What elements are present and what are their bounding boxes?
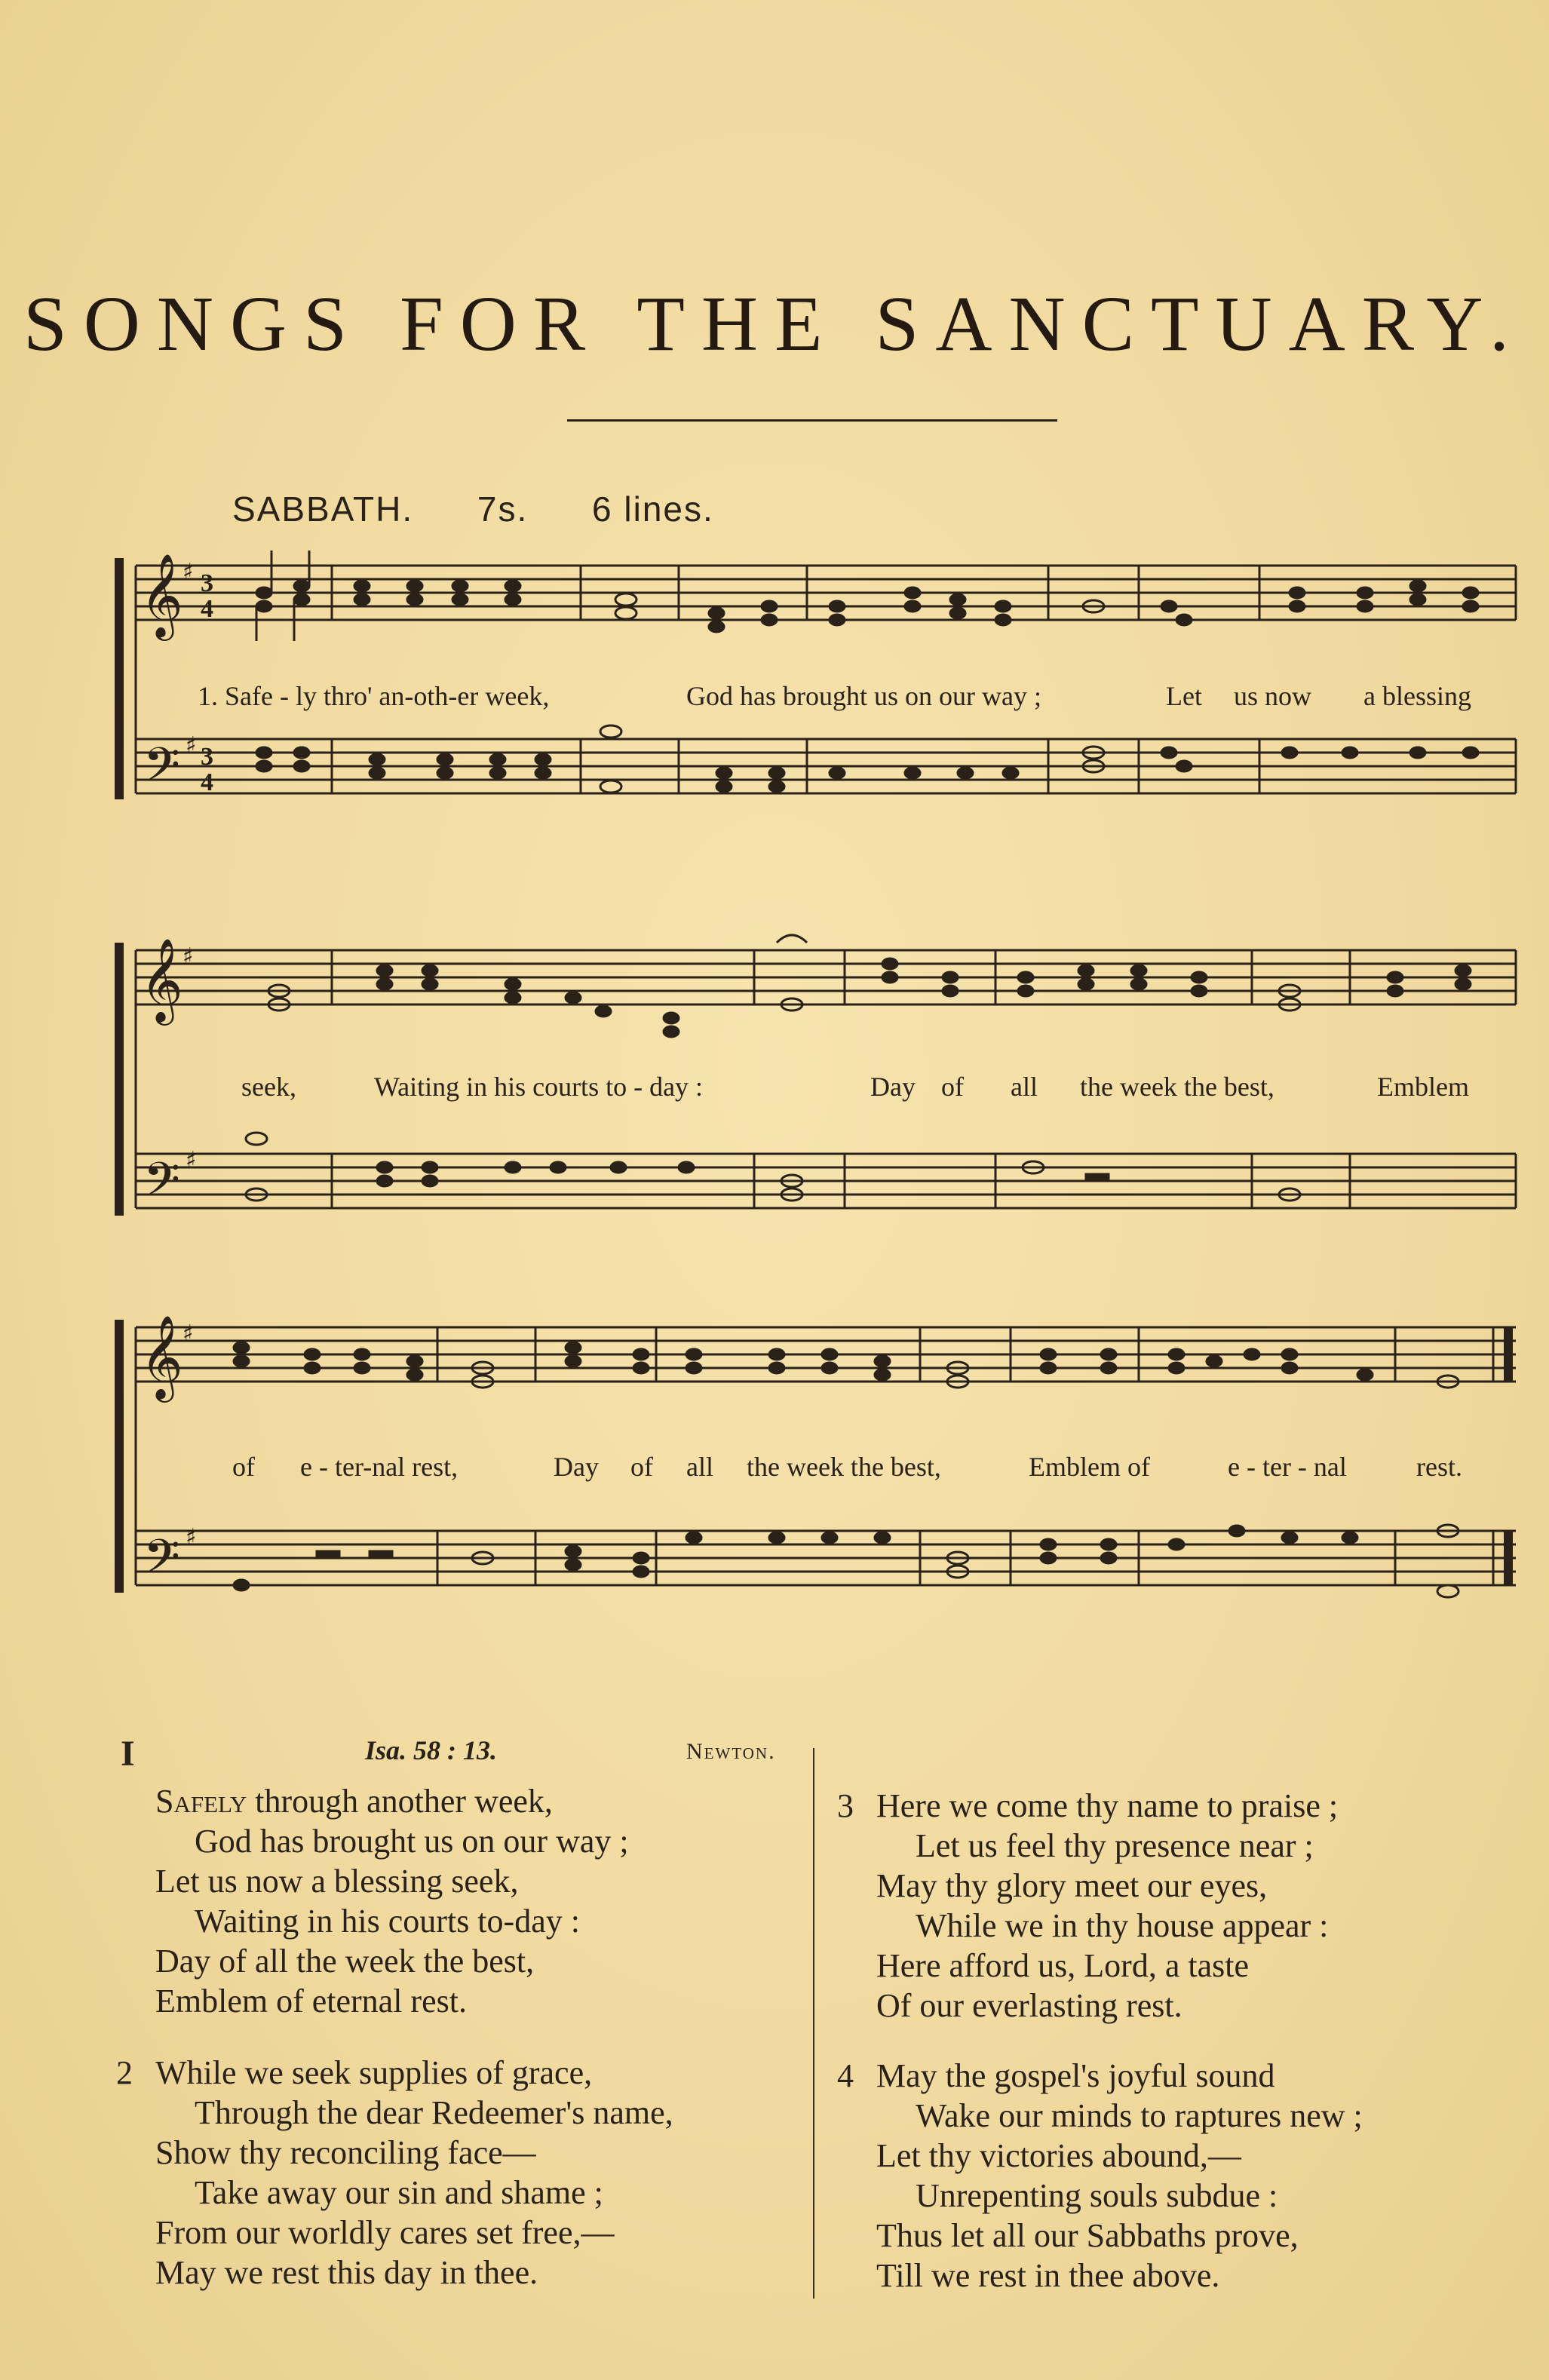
time-sig-bottom-1: 4 (201, 595, 213, 623)
lyric-2-f: the week the best, (1080, 1072, 1274, 1102)
hymn-author: Newton. (686, 1739, 776, 1764)
svg-text:𝄢: 𝄢 (143, 737, 180, 804)
lyric-1-b: God has brought us on our way ; (686, 681, 1041, 711)
lyric-3-g: Emblem of (1029, 1452, 1150, 1482)
time-sig-top-1: 3 (201, 569, 213, 597)
column-divider (813, 1748, 814, 2299)
lyric-1-d: us now (1234, 681, 1312, 711)
title-rule (567, 419, 1057, 422)
lyric-2-g: Emblem (1377, 1072, 1469, 1102)
stanza-number: 2 (116, 2054, 133, 2091)
lyric-1-a: 1. Safe - ly thro' an-oth-er week, (198, 681, 550, 711)
page-title: SONGS FOR THE SANCTUARY. (23, 281, 1526, 367)
stanza-line: Through the dear Redeemer's name, (195, 2094, 673, 2131)
stanza-line: Of our everlasting rest. (876, 1987, 1182, 2024)
tune-header (232, 489, 714, 529)
music-system-2 (113, 928, 1523, 1229)
hymn-number: I (121, 1734, 135, 1774)
stanza-line: Take away our sin and shame ; (195, 2174, 603, 2211)
tune-meter: 7s. (477, 489, 529, 529)
lyric-2-d: of (941, 1072, 964, 1102)
score-system-2 (113, 928, 1523, 1229)
tune-lines: 6 lines. (592, 489, 714, 529)
scripture-reference: Isa. 58 : 13. (365, 1735, 498, 1765)
lyric-1-e: a blessing (1363, 681, 1471, 711)
lyric-3-a: of (232, 1452, 255, 1482)
lyric-3-b: e - ter-nal rest, (300, 1452, 459, 1482)
stanza-line: Emblem of eternal rest. (155, 1983, 467, 2020)
stanza-line: Wake our minds to raptures new ; (916, 2097, 1363, 2134)
svg-text:𝄞: 𝄞 (140, 1314, 183, 1399)
drop-word: Safely (155, 1783, 247, 1820)
lyric-2-b: Waiting in his courts to - day : (374, 1072, 704, 1102)
svg-text:𝄢: 𝄢 (143, 1529, 180, 1596)
lyric-1-c: Let (1166, 681, 1202, 711)
stanza-number: 3 (837, 1787, 854, 1824)
stanza-line: Here afford us, Lord, a taste (876, 1947, 1249, 1984)
svg-text:♯: ♯ (183, 559, 194, 585)
lyric-3-h: e - ter - nal (1228, 1452, 1347, 1482)
lyric-3-i: rest. (1416, 1452, 1462, 1482)
stanza-line: May we rest this day in thee. (155, 2254, 538, 2291)
stanza-line: While we seek supplies of grace, (155, 2054, 593, 2091)
stanza-line: Till we rest in thee above. (876, 2257, 1220, 2294)
stanza-line: God has brought us on our way ; (195, 1823, 629, 1860)
stanza-line: May thy glory meet our eyes, (876, 1867, 1268, 1904)
lyric-3-d: of (630, 1452, 653, 1482)
svg-text:♯: ♯ (183, 943, 194, 970)
stanza-1 (155, 1781, 629, 2021)
stanza-line: Show thy reconciling face— (155, 2134, 536, 2171)
svg-text:𝄞: 𝄞 (140, 937, 183, 1022)
svg-text:♯: ♯ (186, 732, 197, 759)
lyric-3-f: the week the best, (747, 1452, 941, 1482)
lyric-3-e: all (686, 1452, 713, 1482)
stanza-number: 4 (837, 2057, 854, 2094)
stanza-line: Unrepenting souls subdue : (916, 2177, 1278, 2214)
lyric-3-c: Day (554, 1452, 599, 1482)
lyric-2-e: all (1011, 1072, 1038, 1102)
stanza-line: Waiting in his courts to-day : (195, 1903, 580, 1940)
stanza-line: While we in thy house appear : (916, 1907, 1329, 1944)
stanza-line: May the gospel's joyful sound (876, 2057, 1275, 2094)
svg-text:♯: ♯ (183, 1320, 194, 1347)
stanza-line: Thus let all our Sabbaths prove, (876, 2217, 1299, 2254)
stanza-2 (116, 2053, 673, 2293)
stanza-line: Let us feel thy presence near ; (916, 1827, 1314, 1864)
stanza-3 (837, 1786, 1339, 2026)
stanza-4 (837, 2056, 1363, 2296)
tune-name: SABBATH. (232, 489, 414, 529)
svg-text:𝄞: 𝄞 (140, 553, 183, 637)
svg-text:4: 4 (201, 768, 213, 796)
svg-text:3: 3 (201, 743, 213, 771)
stanza-line: From our worldly cares set free,— (155, 2214, 615, 2251)
lyric-2-c: Day (870, 1072, 916, 1102)
svg-text:♯: ♯ (186, 1524, 197, 1550)
stanza-line: Safely through another week, (155, 1783, 553, 1820)
stanza-line: Here we come thy name to praise ; (876, 1787, 1339, 1824)
stanza-line: Let us now a blessing seek, (155, 1863, 519, 1900)
lyric-2-a: seek, (241, 1072, 296, 1102)
svg-text:♯: ♯ (186, 1147, 197, 1173)
svg-text:𝄢: 𝄢 (143, 1152, 180, 1219)
stanza-line: Let thy victories abound,— (876, 2137, 1241, 2174)
stanza-line: Day of all the week the best, (155, 1943, 535, 1980)
